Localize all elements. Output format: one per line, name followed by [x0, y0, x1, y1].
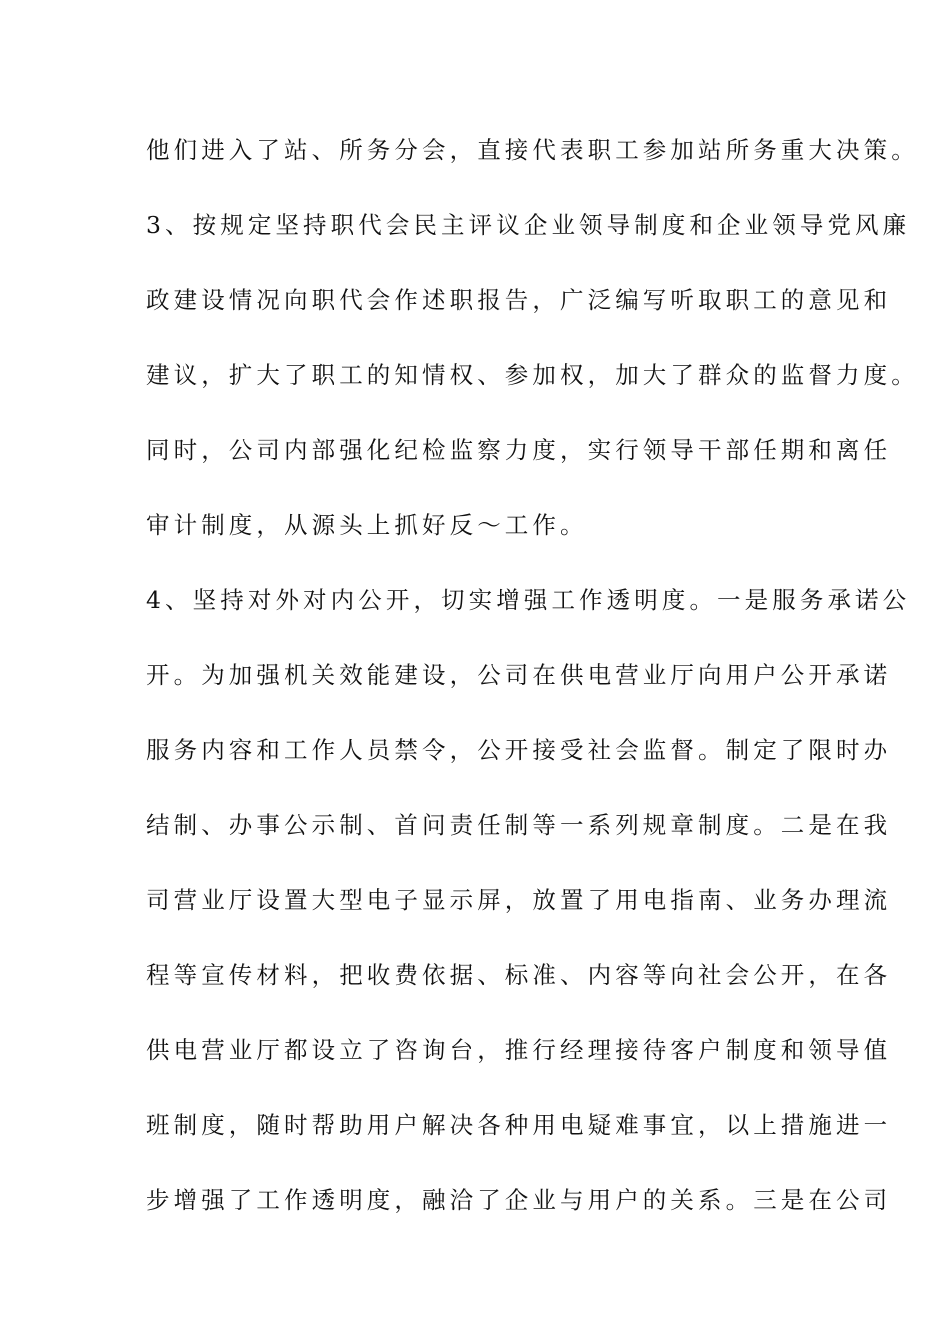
text-line-10: 结制、办事公示制、首问责任制等一系列规章制度。二是在我 — [146, 811, 892, 839]
text-line-9: 服务内容和工作人员禁令，公开接受社会监督。制定了限时办 — [146, 736, 892, 764]
text-line-15: 步增强了工作透明度，融洽了企业与用户的关系。三是在公司 — [146, 1186, 892, 1214]
text-line-2: 3、按规定坚持职代会民主评议企业领导制度和企业领导党风廉 — [146, 211, 911, 239]
text-line-13: 供电营业厅都设立了咨询台，推行经理接待客户制度和领导值 — [146, 1036, 892, 1064]
text-line-5: 同时，公司内部强化纪检监察力度，实行领导干部任期和离任 — [146, 436, 892, 464]
text-line-12: 程等宣传材料，把收费依据、标准、内容等向社会公开，在各 — [146, 961, 892, 989]
text-line-7: 4、坚持对外对内公开，切实增强工作透明度。一是服务承诺公 — [146, 586, 911, 614]
text-line-14: 班制度，随时帮助用户解决各种用电疑难事宜，以上措施进一 — [146, 1111, 892, 1139]
text-line-1: 他们进入了站、所务分会，直接代表职工参加站所务重大决策。 — [146, 136, 919, 164]
text-line-3: 政建设情况向职代会作述职报告，广泛编写听取职工的意见和 — [146, 286, 892, 314]
text-line-11: 司营业厅设置大型电子显示屏，放置了用电指南、业务办理流 — [146, 886, 892, 914]
text-line-8: 开。为加强机关效能建设，公司在供电营业厅向用户公开承诺 — [146, 661, 892, 689]
text-line-6: 审计制度，从源头上抓好反～工作。 — [146, 511, 588, 539]
text-line-4: 建议，扩大了职工的知情权、参加权，加大了群众的监督力度。 — [146, 361, 919, 389]
